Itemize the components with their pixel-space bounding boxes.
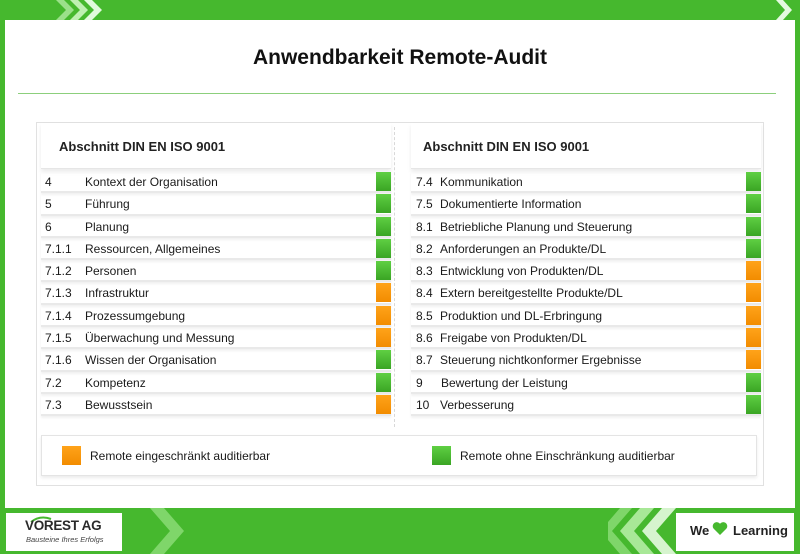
status-swatch-orange <box>376 306 391 325</box>
section-label: Wissen der Organisation <box>85 353 217 368</box>
section-number: 7.1.5 <box>45 331 72 346</box>
status-swatch-orange <box>376 328 391 347</box>
section-label: Kompetenz <box>85 375 146 390</box>
section-label: Personen <box>85 264 137 279</box>
right-column-header: Abschnitt DIN EN ISO 9001 <box>411 123 761 169</box>
table-row <box>411 193 761 215</box>
status-swatch-green <box>746 373 761 392</box>
chevron-right-icon <box>774 0 794 20</box>
status-swatch-orange <box>746 283 761 302</box>
section-number: 9 <box>416 375 423 390</box>
section-number: 7.1.4 <box>45 308 72 323</box>
table-row <box>41 282 391 304</box>
section-number: 8.4 <box>416 286 433 301</box>
section-number: 7.5 <box>416 197 433 212</box>
section-number: 8.1 <box>416 219 433 234</box>
legend-unrestricted-label: Remote ohne Einschränkung auditierbar <box>460 449 675 463</box>
table-row <box>41 372 391 394</box>
table-row <box>411 260 761 282</box>
table-row <box>411 305 761 327</box>
section-number: 7.4 <box>416 175 433 189</box>
table-row <box>411 372 761 394</box>
section-number: 10 <box>416 397 430 412</box>
section-label: Produktion und DL-Erbringung <box>440 308 603 323</box>
table-row <box>411 327 761 349</box>
section-label: Anforderungen an Produkte/DL <box>440 241 607 256</box>
right-rows <box>411 171 761 416</box>
section-label: Entwicklung von Produkten/DL <box>440 264 604 279</box>
table-row <box>41 349 391 371</box>
section-label: Kontext der Organisation <box>85 175 218 189</box>
status-swatch-orange <box>376 395 391 414</box>
table-row <box>41 216 391 238</box>
section-number: 5 <box>45 197 52 212</box>
status-swatch-green <box>376 172 391 191</box>
table-row <box>41 260 391 282</box>
logo-name: VOREST AG <box>25 518 102 533</box>
section-number: 8.5 <box>416 308 433 323</box>
logo-tagline: Bausteine Ihres Erfolgs <box>26 535 104 544</box>
section-number: 7.1.1 <box>45 241 72 256</box>
left-column-header: Abschnitt DIN EN ISO 9001 <box>41 123 391 169</box>
right-border <box>795 20 800 508</box>
status-swatch-green <box>746 172 761 191</box>
table-row <box>411 394 761 416</box>
status-swatch-green <box>746 194 761 213</box>
status-swatch-orange <box>746 328 761 347</box>
section-label: Kommunikation <box>440 175 523 189</box>
section-label: Ressourcen, Allgemeines <box>85 241 221 256</box>
heart-icon <box>712 521 728 536</box>
status-swatch-green <box>376 373 391 392</box>
section-label: Freigabe von Produkten/DL <box>440 331 587 346</box>
table-row <box>41 238 391 260</box>
section-number: 7.1.6 <box>45 353 72 368</box>
table-row <box>411 349 761 371</box>
section-label: Planung <box>85 219 130 234</box>
status-swatch-orange <box>746 306 761 325</box>
section-label: Bewusstsein <box>85 397 153 412</box>
table-row <box>41 193 391 215</box>
section-number: 4 <box>45 175 52 189</box>
section-number: 7.2 <box>45 375 62 390</box>
section-label: Dokumentierte Information <box>440 197 582 212</box>
status-swatch-green <box>376 350 391 369</box>
section-label: Infrastruktur <box>85 286 150 301</box>
chevron-decoration-icon <box>150 508 190 554</box>
status-swatch-green <box>376 217 391 236</box>
status-swatch-green <box>746 395 761 414</box>
audit-table-card <box>36 122 764 486</box>
status-swatch-orange <box>376 283 391 302</box>
table-row <box>411 282 761 304</box>
title-divider <box>18 93 776 94</box>
status-swatch-orange <box>746 261 761 280</box>
section-number: 6 <box>45 219 52 234</box>
section-number: 8.3 <box>416 264 433 279</box>
section-number: 8.6 <box>416 331 433 346</box>
green-swatch <box>432 446 451 465</box>
left-rows <box>41 171 391 416</box>
section-label: Betriebliche Planung und Steuerung <box>440 219 633 234</box>
table-row <box>411 171 761 193</box>
orange-swatch <box>62 446 81 465</box>
section-label: Überwachung und Messung <box>85 331 235 346</box>
chevrons-left-icon <box>608 508 678 554</box>
table-row <box>411 238 761 260</box>
section-label: Steuerung nichtkonformer Ergebnisse <box>440 353 642 368</box>
table-row <box>411 216 761 238</box>
top-bar <box>0 0 800 20</box>
table-row <box>41 394 391 416</box>
left-column <box>41 123 391 416</box>
right-column <box>411 123 761 416</box>
table-row <box>41 327 391 349</box>
section-number: 8.2 <box>416 241 433 256</box>
section-number: 8.7 <box>416 353 433 368</box>
section-label: Bewertung der Leistung <box>441 375 568 390</box>
table-row <box>41 305 391 327</box>
section-label: Verbesserung <box>440 397 515 412</box>
column-divider <box>394 127 395 427</box>
status-swatch-orange <box>746 350 761 369</box>
section-label: Extern bereitgestellte Produkte/DL <box>440 286 623 301</box>
status-swatch-green <box>376 194 391 213</box>
section-number: 7.1.3 <box>45 286 72 301</box>
table-row <box>41 171 391 193</box>
learning-we-text: We <box>690 523 710 538</box>
legend-restricted-label: Remote eingeschränkt auditierbar <box>90 449 271 463</box>
section-number: 7.3 <box>45 397 62 412</box>
left-border <box>0 20 5 508</box>
status-swatch-green <box>376 239 391 258</box>
chevrons-right-icon <box>56 0 106 20</box>
status-swatch-green <box>746 239 761 258</box>
section-label: Prozessumgebung <box>85 308 186 323</box>
section-number: 7.1.2 <box>45 264 72 279</box>
section-label: Führung <box>85 197 130 212</box>
status-swatch-green <box>746 217 761 236</box>
legend <box>41 435 757 476</box>
page-title: Anwendbarkeit Remote-Audit <box>252 46 548 69</box>
learning-word-text: Learning <box>733 523 788 538</box>
status-swatch-green <box>376 261 391 280</box>
